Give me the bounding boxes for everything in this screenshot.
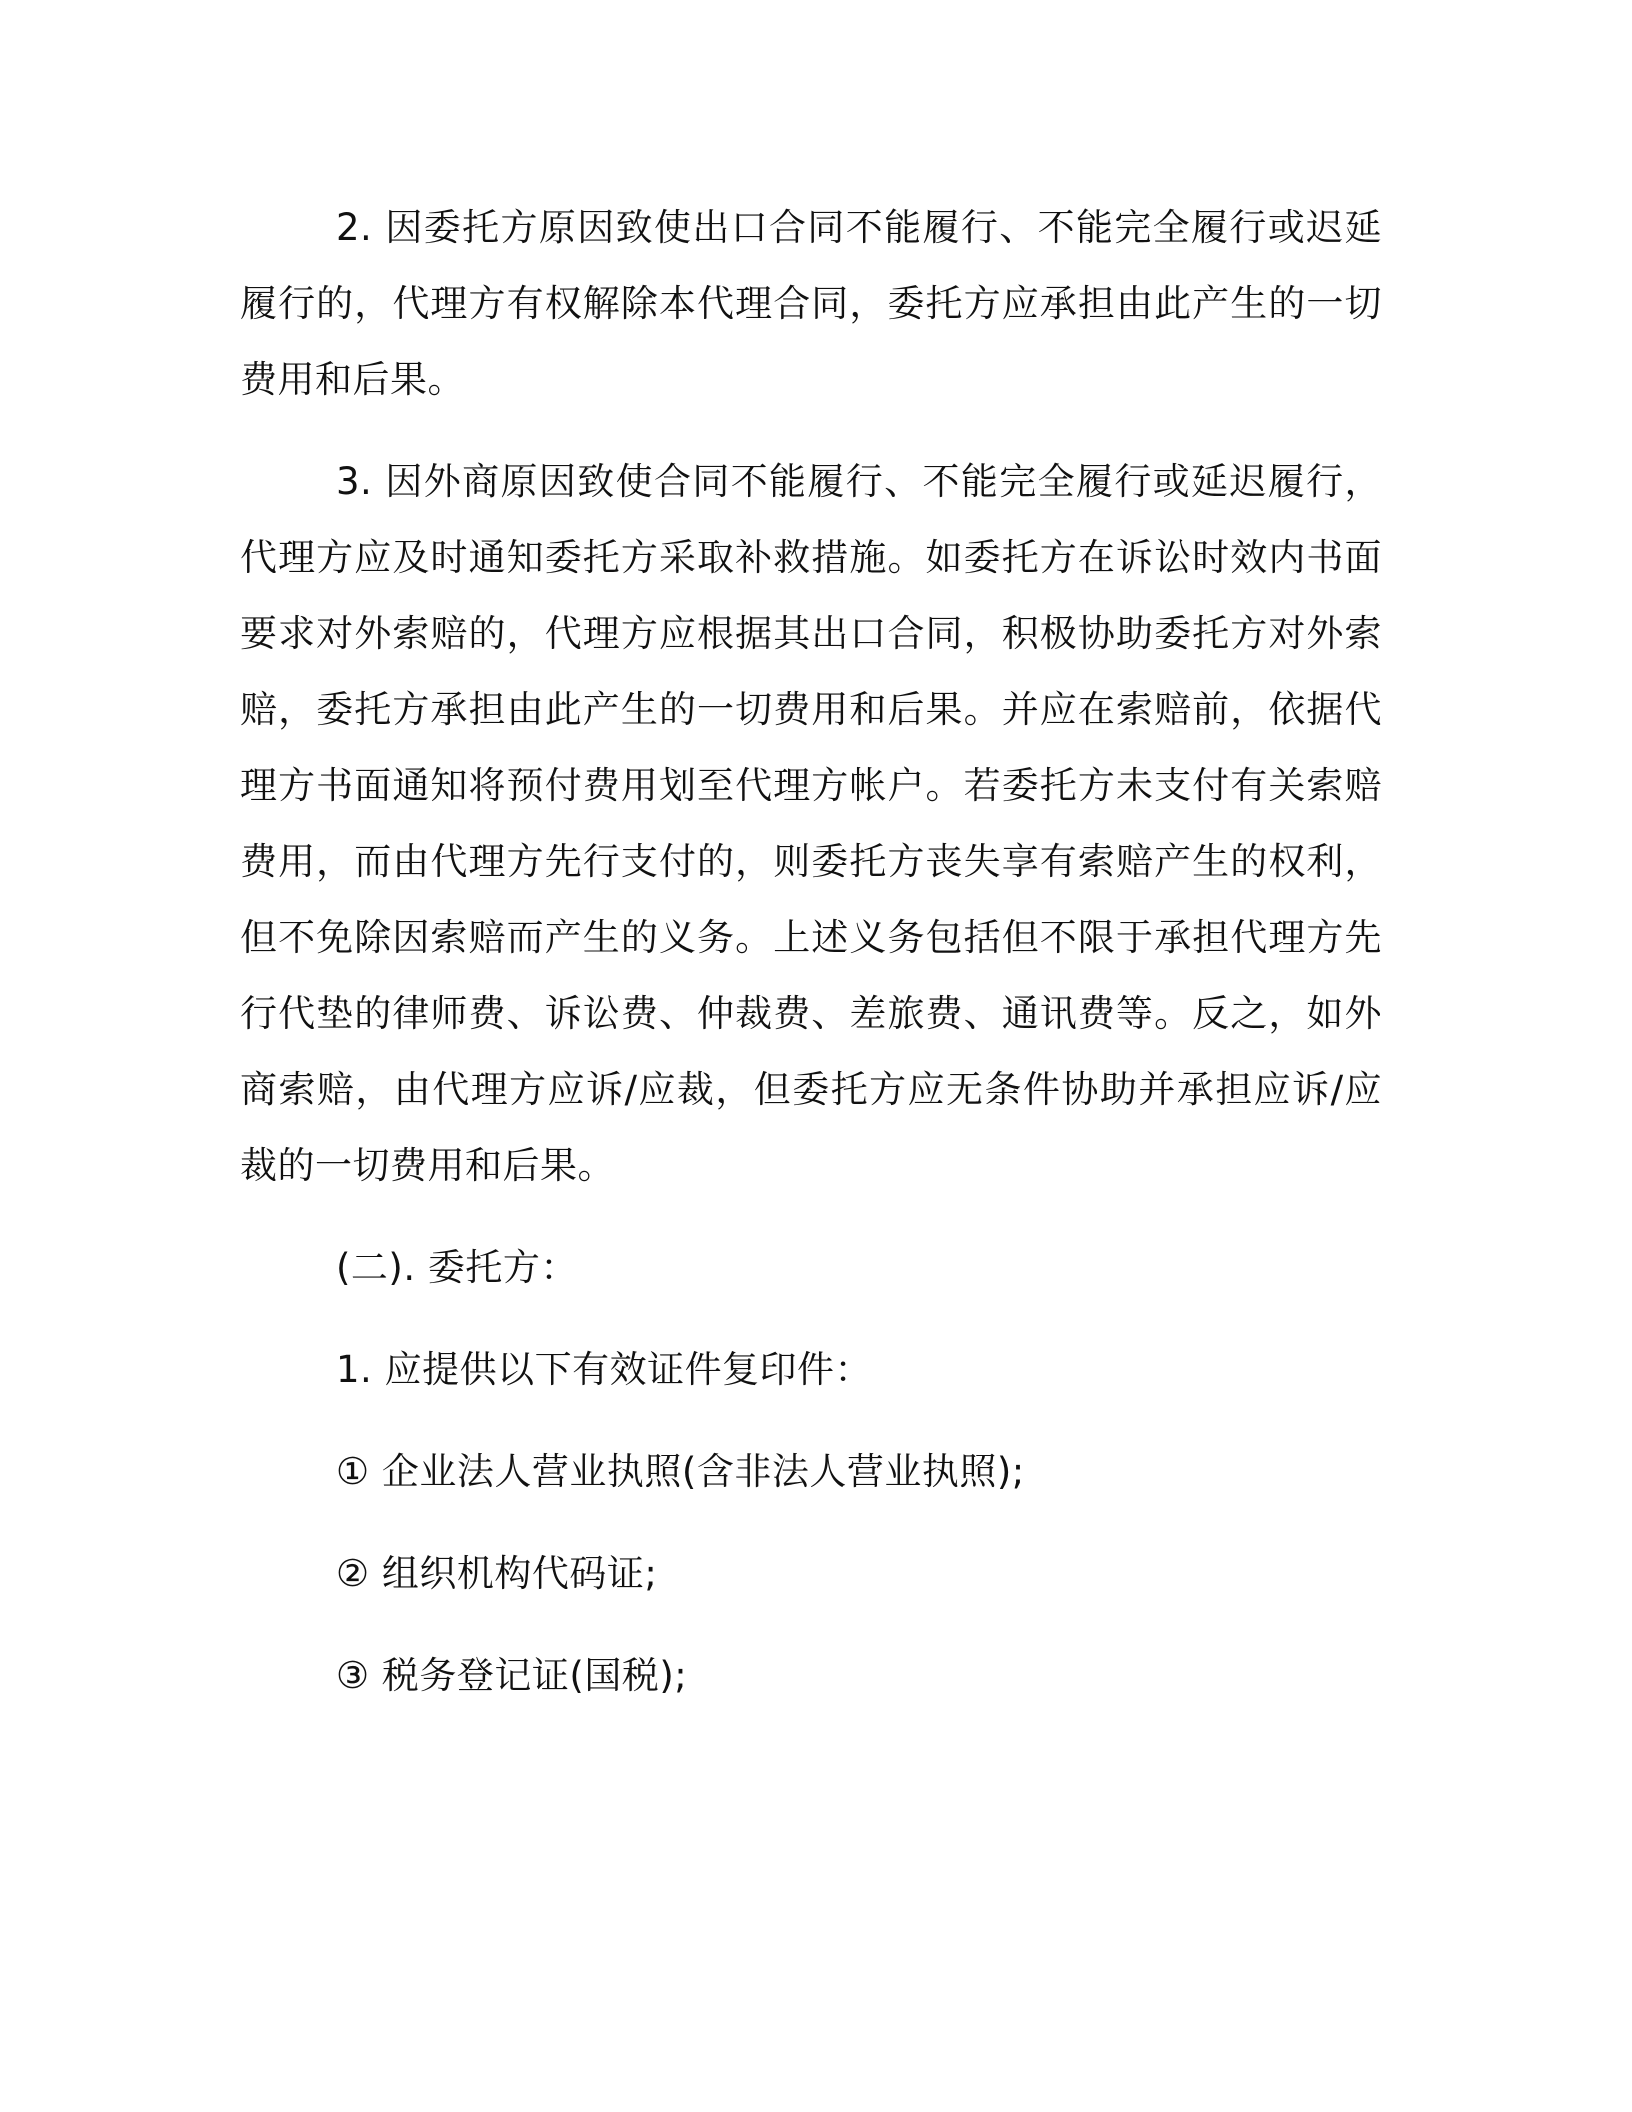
document-body <box>240 190 1382 1714</box>
paragraph-clause-3: 3. 因外商原因致使合同不能履行、不能完全履行或延迟履行，代理方应及时通知委托方采取补救措施。如委托方在诉讼时效内书面要求对外索赔的，代理方应根据其出口合同，积极协助委托方对外索赔，委托方承担由此产生的一切费用和后果。并应在索赔前，依据代理方书面通知将预付费用划至代理方帐户。若委托方未支付有关索赔费用，而由代理方先行支付的，则委托方丧失享有索赔产生的权利，但不免除因索赔而产生的义务。上述义务包括但不限于承担代理方先行代垫的律师费、诉讼费、仲裁费、差旅费、通讯费等。反之，如外商索赔，由代理方应诉/应裁，但委托方应无条件协助并承担应诉/应裁的一切费用和后果。 <box>240 460 1382 1187</box>
paragraph-clause-2: 2. 因委托方原因致使出口合同不能履行、不能完全履行或迟延履行的，代理方有权解除本代理合同，委托方应承担由此产生的一切费用和后果。 <box>240 206 1382 401</box>
section-heading: (二). 委托方： <box>336 1246 578 1289</box>
list-item: ③ 税务登记证(国税); <box>336 1654 688 1697</box>
item-intro: 1. 应提供以下有效证件复印件： <box>336 1348 873 1391</box>
list-item: ① 企业法人营业执照(含非法人营业执照); <box>336 1450 1025 1493</box>
list-item: ② 组织机构代码证; <box>336 1552 658 1595</box>
